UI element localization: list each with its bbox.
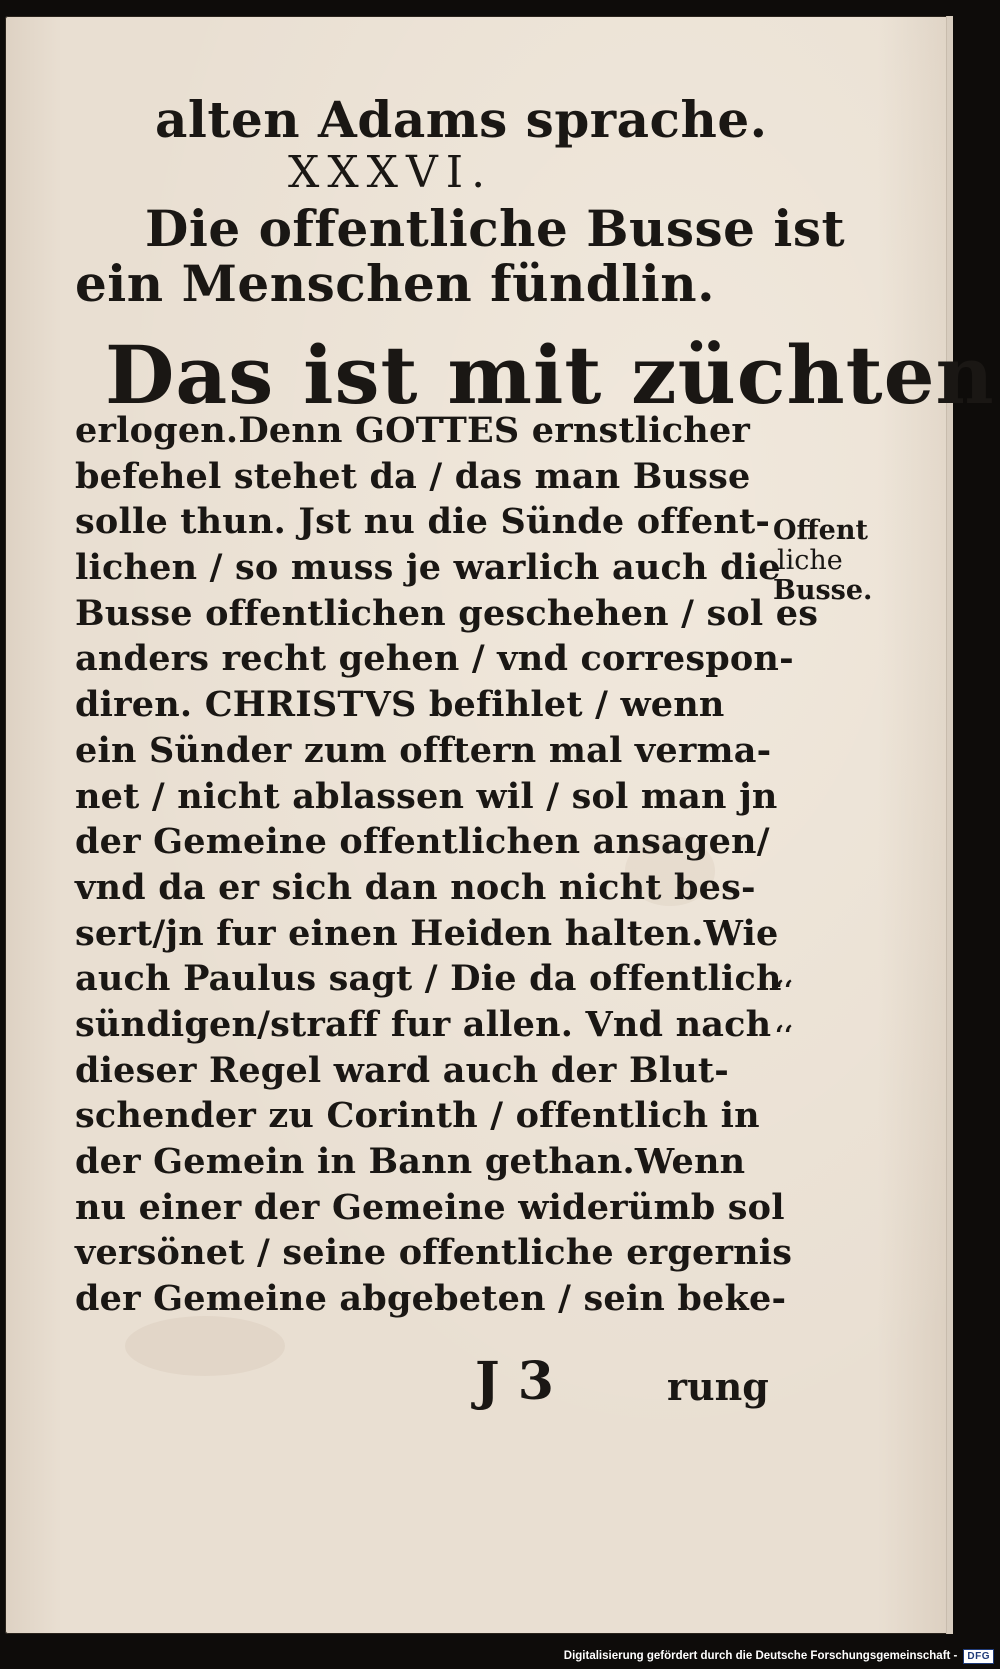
- chapter-number: XXXVI.: [288, 147, 494, 198]
- dfg-logo-icon: DFG: [963, 1649, 994, 1664]
- marginal-note-line: Offent: [773, 515, 868, 546]
- body-line: vnd da er sich dan noch nicht bes-: [75, 866, 756, 908]
- chapter-title-line-1: Die offentliche Busse ist: [145, 199, 846, 258]
- body-line: schender zu Corinth / offentlich in: [75, 1095, 760, 1137]
- body-line: befehel stehet da / das man Busse: [75, 455, 751, 497]
- marginal-note-line: Busse.: [773, 575, 873, 606]
- body-line: ein Sünder zum offtern mal verma-: [75, 729, 772, 771]
- paper-stain: [125, 1316, 285, 1376]
- marginal-note-line: liche: [777, 545, 843, 576]
- book-page: [5, 16, 995, 1634]
- chapter-title-line-2: ein Menschen fündlin.: [75, 254, 716, 313]
- body-line: erlogen.Denn GOTTES ernstlicher: [75, 410, 751, 451]
- body-line: sert/jn fur einen Heiden halten.Wie: [75, 912, 779, 954]
- body-line: der Gemeine offentlichen ansagen/: [75, 821, 770, 863]
- marginal-note: [773, 516, 893, 606]
- body-text: [75, 408, 819, 1322]
- body-line: der Gemein in Bann gethan.Wenn: [75, 1141, 746, 1182]
- body-line: diren. CHRISTVS befihlet / wenn: [75, 684, 725, 726]
- body-line: sündigen/straff fur allen. Vnd nach: [75, 1003, 772, 1045]
- body-line: solle thun. Jst nu die Sünde offent-: [75, 501, 771, 543]
- quotation-mark: ‘‘: [775, 1021, 794, 1051]
- body-line: lichen / so muss je warlich auch die: [75, 547, 781, 589]
- body-line: dieser Regel ward auch der Blut-: [75, 1049, 729, 1091]
- page-edge: [946, 16, 953, 1634]
- signature-mark: J 3: [475, 1351, 554, 1412]
- body-line: versönet / seine offentliche ergernis: [75, 1232, 793, 1274]
- digitization-credit-bar: [556, 1643, 1000, 1669]
- running-head: alten Adams sprache.: [155, 90, 768, 149]
- digitization-credit: Digitalisierung gefördert durch die Deutsche Forschungsgemeinschaft -: [563, 1650, 958, 1662]
- body-line: anders recht gehen / vnd correspon-: [75, 638, 794, 680]
- body-line: der Gemeine abgebeten / sein beke-: [75, 1278, 787, 1320]
- quotation-mark: ‘‘: [775, 976, 794, 1006]
- catchword: rung: [667, 1364, 769, 1409]
- body-line: auch Paulus sagt / Die da offentlich: [75, 958, 782, 1000]
- body-line: net / nicht ablassen wil / sol man jn: [75, 775, 778, 817]
- body-line: Busse offentlichen geschehen / sol es: [75, 592, 819, 634]
- body-line: nu einer der Gemeine widerümb sol: [75, 1186, 785, 1228]
- incipit-line: Das ist mit züchten: [105, 328, 995, 422]
